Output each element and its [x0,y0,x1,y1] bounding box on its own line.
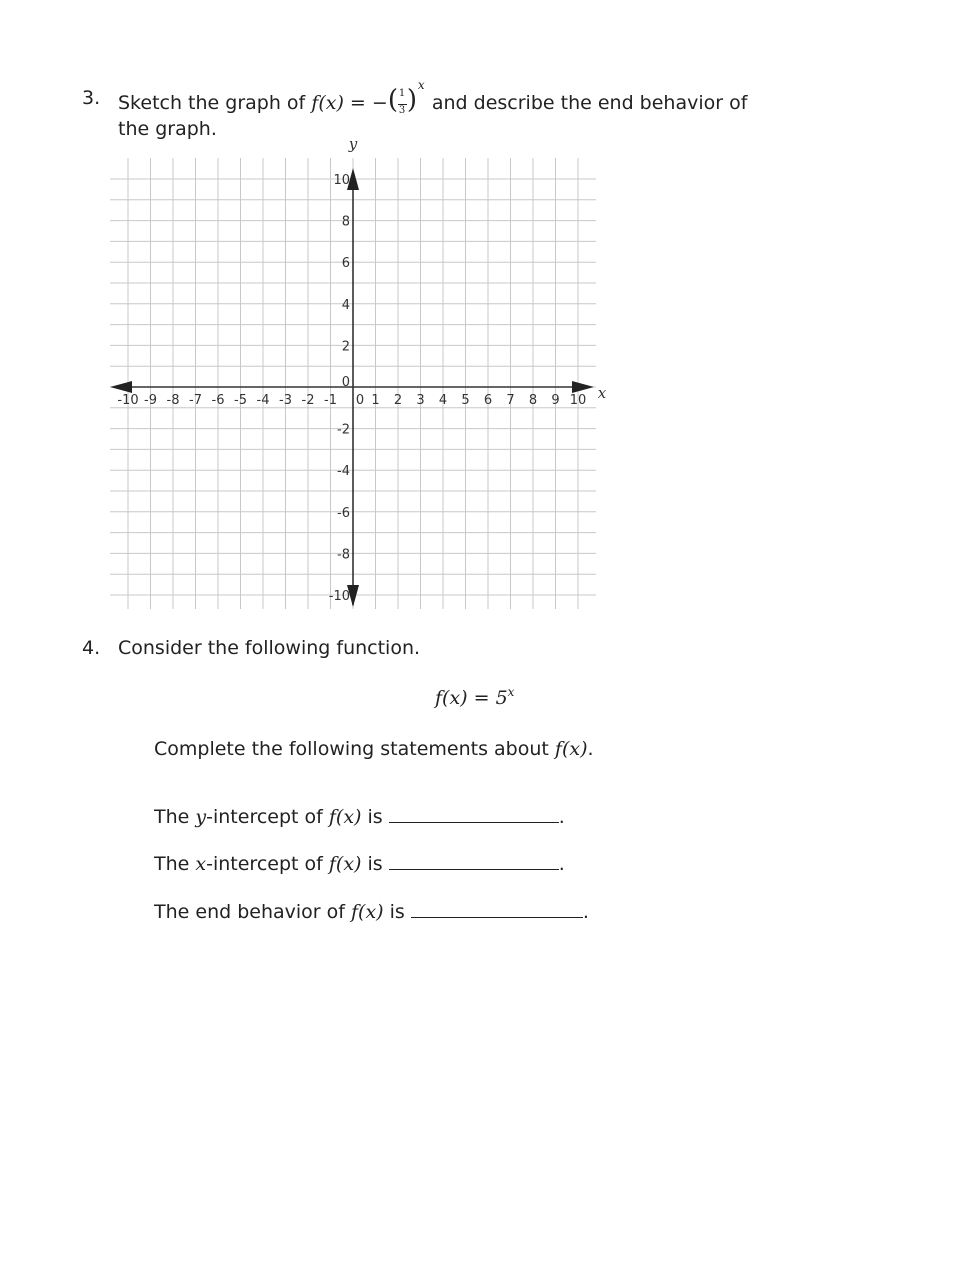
x-tick-label: 8 [528,393,538,408]
x-tick-label: -2 [301,393,315,408]
question-4-intro: Consider the following function. [118,637,421,659]
x-tick-label: 0 [355,393,365,408]
y-tick-label: -10 [328,589,350,604]
complete-statements-instruction: Complete the following statements about f(x). [154,738,594,760]
x-tick-label: -10 [117,393,139,408]
question-3-equals: = − [349,92,388,114]
fraction-one-third: ( 1 3 ) x [387,78,425,116]
x-tick-label: -6 [211,393,225,408]
x-tick-label: 5 [461,393,470,408]
y-intercept-answer-blank[interactable] [389,806,559,823]
x-tick-label: 1 [371,393,380,408]
y-tick-label: 6 [341,256,350,272]
x-tick-label: -9 [144,393,157,408]
y-tick-label: 8 [341,214,350,230]
question-3-number: 3. [82,87,101,109]
question-3-text-after: and describe the end behavior of [431,92,748,114]
y-tick-label: -4 [337,464,350,480]
x-tick-label: 6 [483,393,493,408]
x-axis-right-arrow [572,381,594,393]
x-tick-label: -5 [234,393,247,408]
question-3-exponent: x [417,78,425,92]
function-equation: $f(x) = 5^x$ [435,685,515,709]
y-tick-label: -2 [337,422,350,438]
y-tick-label: 4 [341,297,350,313]
x-tick-label: -4 [256,393,270,408]
x-tick-label: 10 [569,393,587,408]
end-behavior-answer-blank[interactable] [411,901,583,918]
x-tick-label: 4 [438,393,448,408]
x-axis-left-arrow [110,381,132,393]
x-tick-label: 9 [551,393,560,408]
y-axis-label: y [348,135,358,153]
y-tick-label: 0 [341,375,350,390]
x-tick-label: -7 [189,393,202,408]
y-tick-label: 2 [341,339,350,355]
question-3-function: f(x) [311,92,344,114]
end-behavior-statement: The end behavior of f(x) is . [154,901,589,923]
x-tick-label: -8 [166,393,180,408]
x-tick-label: -1 [324,393,337,408]
question-3-line-2: the graph. [118,118,217,140]
x-intercept-answer-blank[interactable] [389,853,559,870]
y-tick-label: -8 [337,547,350,563]
x-tick-label: -3 [279,393,292,408]
y-tick-label: 10 [333,173,350,188]
question-3-text-before: Sketch the graph of [118,92,306,114]
x-axis-label: x [597,384,607,402]
x-tick-label: 3 [416,393,425,408]
x-tick-label: 2 [393,393,403,408]
x-tick-label: 7 [506,393,515,408]
question-4-number: 4. [82,637,101,659]
x-intercept-statement: The x-intercept of f(x) is . [154,853,565,875]
y-intercept-statement: The y-intercept of f(x) is . [154,806,565,828]
y-tick-label: -6 [337,505,350,521]
